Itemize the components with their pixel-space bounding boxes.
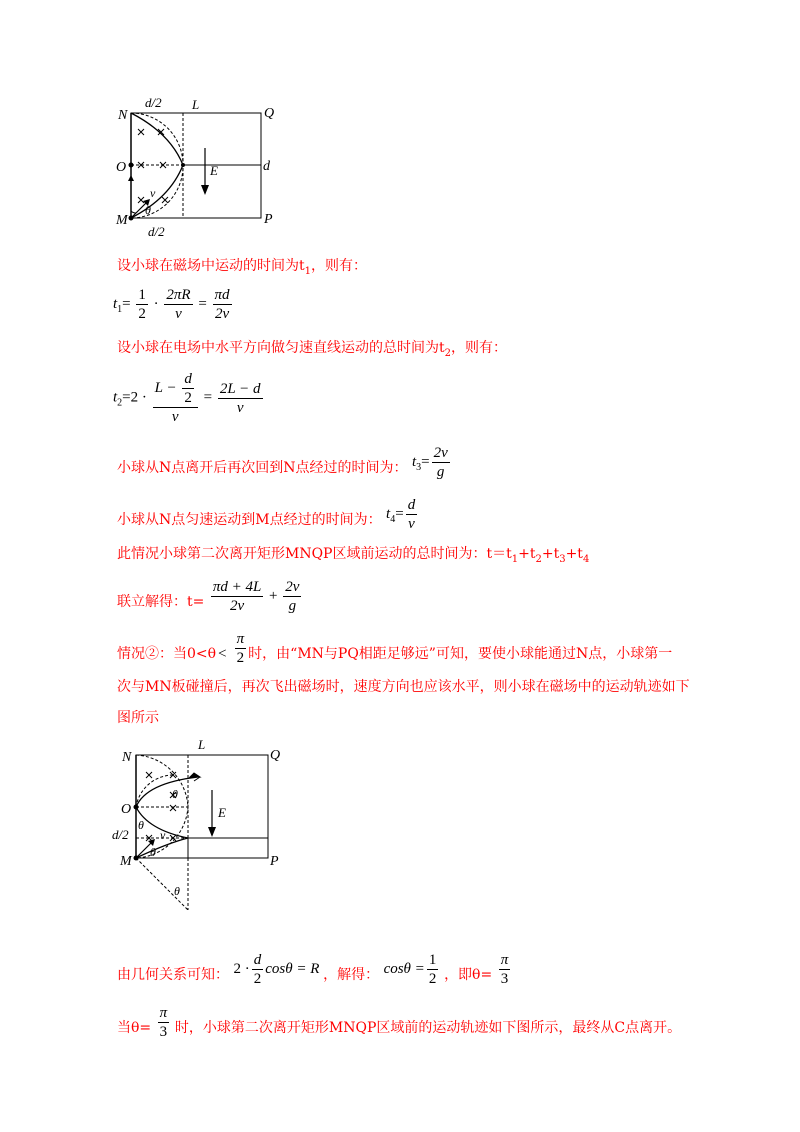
equation-theta-final: $\frac{\pi}{3}$ bbox=[159, 1005, 168, 1040]
equation-t3: $t_3=$ $\frac{2v}{g}$ bbox=[411, 445, 448, 480]
equation-theta: $\frac{\pi}{3}$ bbox=[500, 952, 509, 987]
solve-line: 联立解得：t= $\frac{\pi d + 4L}{2v}$ + $\frac{2v}{g}$ bbox=[117, 584, 303, 621]
point-o bbox=[134, 805, 139, 810]
label-d2-bottom: d/2 bbox=[148, 224, 165, 239]
label-theta-1: θ bbox=[172, 787, 178, 801]
t4-line: 小球从N点匀速运动到M点经过的时间为： $t_4=$ $\frac{d}{v}$ bbox=[117, 502, 419, 539]
label-l: L bbox=[198, 737, 206, 752]
label-d2: d/2 bbox=[112, 827, 129, 842]
label-v: v bbox=[150, 186, 156, 200]
equation-geometry: 2 · $\frac{d}{2}$ cosθ = R bbox=[233, 952, 320, 987]
label-d: d bbox=[263, 159, 270, 174]
label-o: O bbox=[121, 802, 132, 817]
label-theta-3: θ bbox=[150, 845, 156, 859]
t1-intro: 设小球在磁场中运动的时间为$t_1$，则有： bbox=[117, 258, 368, 277]
label-n: N bbox=[122, 750, 132, 765]
inner-dashed-arc bbox=[136, 775, 174, 807]
total-time-line: 此情况小球第二次离开矩形MNQP区域前运动的总时间为：$t=t_1+t_2+t_3+t_4$ bbox=[117, 546, 590, 565]
trajectory-upper bbox=[136, 777, 198, 807]
label-e: E bbox=[210, 163, 218, 178]
equation-cos: cosθ = $\frac{1}{2}$ bbox=[383, 952, 437, 987]
equation-t4: $t_4=$ $\frac{d}{v}$ bbox=[386, 497, 416, 532]
field-arrowhead bbox=[208, 827, 216, 837]
case2-line1: 情况②：当0<θ< $\frac{\pi}{2}$ 时，由“MN与PQ相距足够远”可知，要使小球能通过N点，小球第一 bbox=[117, 631, 673, 666]
label-l: L bbox=[192, 97, 200, 112]
equation-t1: $t_1=$ $\frac{1}{2}$ · $\frac{2\pi R}{v}$ = $\frac{\pi d}{2v}$ bbox=[113, 287, 230, 322]
trajectory-upper bbox=[131, 113, 183, 165]
geometry-line: 由几何关系可知： 2 · $\frac{d}{2}$ cosθ = R ，解得： cosθ = $\frac{1}{2}$ ，即θ= $\frac{\pi}{3}$ bbox=[117, 957, 512, 994]
equation-t2: $t_2=2$ · L − $\frac{d}{2}$ v = $\frac{2L - d}{v}$ bbox=[113, 371, 261, 425]
label-theta-4: θ bbox=[174, 884, 180, 898]
case2-line2: 次与MN板碰撞后，再次飞出磁场时，速度方向也应该水平，则小球在磁场中的运动轨迹如下 bbox=[117, 679, 690, 695]
final-line: 当θ= $\frac{\pi}{3}$ 时，小球第二次离开矩形MNQP区域前的运动轨迹如下图所示，最终从C点离开。 bbox=[117, 1005, 682, 1040]
label-n: N bbox=[118, 108, 128, 123]
rect-mnqp bbox=[136, 755, 268, 858]
label-q: Q bbox=[270, 748, 281, 763]
label-theta: θ bbox=[145, 203, 151, 217]
case2-line3: 图所示 bbox=[117, 710, 159, 726]
label-e: E bbox=[218, 805, 226, 820]
label-d2-top: d/2 bbox=[145, 95, 162, 110]
point-m bbox=[134, 856, 139, 861]
figure-1-diagram bbox=[110, 93, 280, 243]
point-o bbox=[129, 163, 134, 168]
label-theta-2: θ bbox=[138, 818, 144, 832]
t2-intro: 设小球在电场中水平方向做匀速直线运动的总时间为$t_2$，则有： bbox=[117, 340, 507, 359]
t3-line: 小球从N点离开后再次回到N点经过的时间为： $t_3=$ $\frac{2v}{g}$ bbox=[117, 450, 452, 487]
point-m bbox=[129, 216, 134, 221]
label-m: M bbox=[116, 213, 128, 228]
field-arrowhead bbox=[201, 185, 209, 195]
diag-line-1 bbox=[136, 858, 188, 910]
figure-2-diagram bbox=[108, 735, 288, 915]
equation-solution: $\frac{\pi d + 4L}{2v}$ + $\frac{2v}{g}$ bbox=[212, 579, 300, 614]
label-p: P bbox=[270, 854, 279, 869]
point-exit bbox=[181, 163, 185, 167]
upper-arrowhead bbox=[190, 773, 200, 781]
label-p: P bbox=[264, 212, 273, 227]
label-m: M bbox=[120, 854, 132, 869]
label-o: O bbox=[116, 160, 127, 175]
label-q: Q bbox=[264, 106, 275, 121]
label-v: v bbox=[160, 828, 166, 842]
mn-arrowhead bbox=[128, 175, 134, 181]
